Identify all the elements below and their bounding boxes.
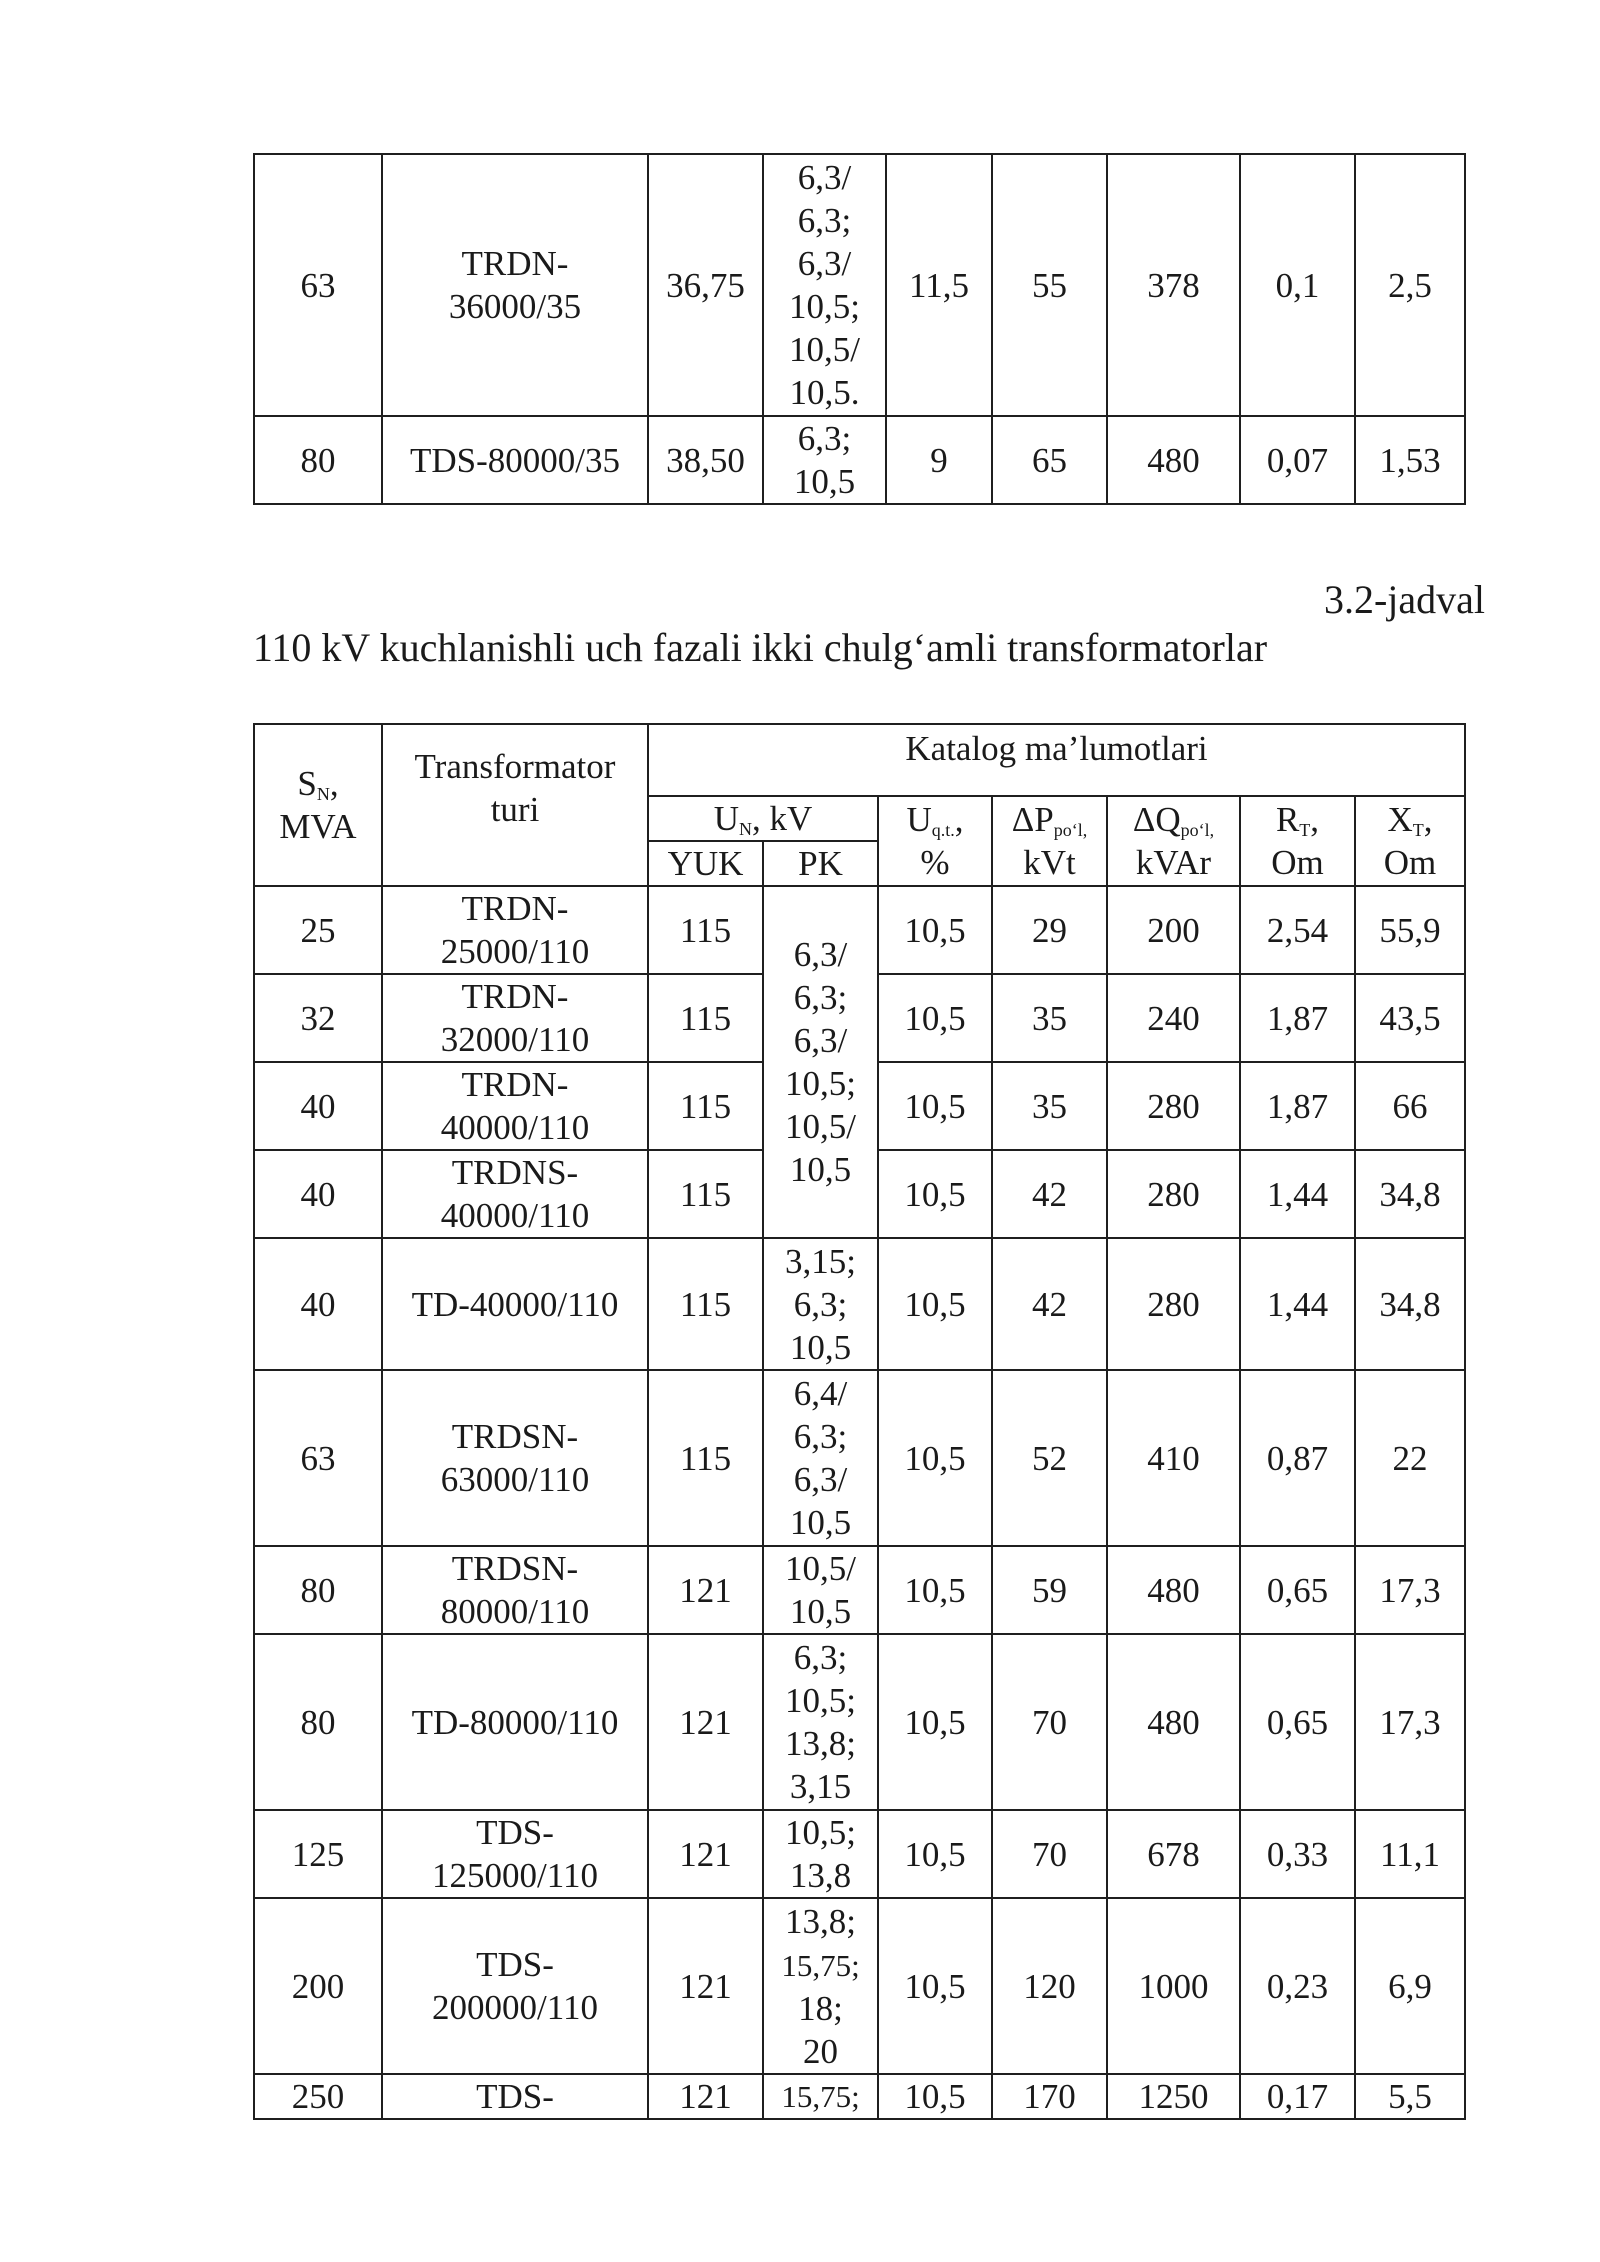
table-row (254, 2074, 1465, 2119)
cell-yuk: 121 (648, 1898, 763, 2074)
cell-type: TRDN- 40000/110 (382, 1062, 648, 1150)
cell-rt: 2,54 (1240, 886, 1355, 974)
cell-xt: 66 (1355, 1062, 1465, 1150)
cell-uk: 10,5 (878, 1898, 992, 2074)
cell-sn: 40 (254, 1062, 382, 1150)
table-row (254, 1370, 1465, 1546)
cell-dq: 280 (1107, 1062, 1240, 1150)
cell-sn: 40 (254, 1150, 382, 1238)
cell-dp: 29 (992, 886, 1107, 974)
cell-uk: 10,5 (878, 1062, 992, 1150)
cell-yuk: 115 (648, 1370, 763, 1546)
cell-un: 36,75 (648, 154, 763, 416)
cell-rt: 0,87 (1240, 1370, 1355, 1546)
header-uk: $U_{q.t.}$, % (878, 796, 992, 886)
cell-dq: 240 (1107, 974, 1240, 1062)
cell-dp: 35 (992, 1062, 1107, 1150)
header-type: Transformator turi (382, 724, 648, 886)
cell-dp: 65 (992, 416, 1107, 504)
cell-dq: 200 (1107, 886, 1240, 974)
cell-type: TDS- 200000/110 (382, 1898, 648, 2074)
table-row (254, 886, 1465, 974)
cell-type: TRDNS- 40000/110 (382, 1150, 648, 1238)
cell-xt: 34,8 (1355, 1238, 1465, 1370)
cell-uk: 10,5 (878, 1546, 992, 1634)
cell-yuk: 115 (648, 1062, 763, 1150)
cell-sn: 125 (254, 1810, 382, 1898)
cell-xt: 6,9 (1355, 1898, 1465, 2074)
cell-rt: 0,33 (1240, 1810, 1355, 1898)
cell-sn: 80 (254, 1546, 382, 1634)
cell-dp: 170 (992, 2074, 1107, 2119)
cell-sn: 25 (254, 886, 382, 974)
cell-yuk: 115 (648, 1238, 763, 1370)
cell-uk: 10,5 (878, 886, 992, 974)
cell-yuk: 115 (648, 1150, 763, 1238)
cell-uk: 10,5 (878, 1370, 992, 1546)
cell-rt: 0,65 (1240, 1546, 1355, 1634)
cell-yuk: 121 (648, 1634, 763, 1810)
cell-dp: 52 (992, 1370, 1107, 1546)
table-row (254, 1238, 1465, 1370)
cell-xt: 2,5 (1355, 154, 1465, 416)
cell-sn: 80 (254, 1634, 382, 1810)
cell-rt: 0,17 (1240, 2074, 1355, 2119)
cell-xt: 22 (1355, 1370, 1465, 1546)
cell-dp: 42 (992, 1238, 1107, 1370)
continued-table (253, 153, 1466, 505)
cell-pk: 6,4/ 6,3; 6,3/ 10,5 (763, 1370, 878, 1546)
cell-dq: 280 (1107, 1238, 1240, 1370)
cell-uk: 10,5 (878, 1810, 992, 1898)
cell-dp: 42 (992, 1150, 1107, 1238)
cell-uk: 10,5 (878, 974, 992, 1062)
table-row (254, 154, 1465, 416)
cell-dp: 59 (992, 1546, 1107, 1634)
table-row (254, 1810, 1465, 1898)
cell-pk: 3,15; 6,3; 10,5 (763, 1238, 878, 1370)
cell-uk: 11,5 (886, 154, 992, 416)
cell-rt: 0,23 (1240, 1898, 1355, 2074)
cell-dq: 480 (1107, 1546, 1240, 1634)
header-xt: $X_T$, Om (1355, 796, 1465, 886)
cell-uk: 9 (886, 416, 992, 504)
cell-yuk: 115 (648, 886, 763, 974)
cell-rt: 0,65 (1240, 1634, 1355, 1810)
cell-type: TDS- 125000/110 (382, 1810, 648, 1898)
header-sn: $S_N$, MVA (254, 724, 382, 886)
cell-type: TDS- (382, 2074, 648, 2119)
table-row (254, 1898, 1465, 2074)
cell-un-lv: 6,3; 10,5 (763, 416, 886, 504)
table-title: 110 kV kuchlanishli uch fazali ikki chulg‘amli transformatorlar (252, 625, 1268, 670)
cell-uk: 10,5 (878, 1634, 992, 1810)
cell-sn: 80 (254, 416, 382, 504)
cell-rt: 0,1 (1240, 154, 1355, 416)
cell-sn: 40 (254, 1238, 382, 1370)
cell-type: TD-80000/110 (382, 1634, 648, 1810)
table-number: 3.2-jadval (1323, 577, 1485, 622)
cell-dp: 55 (992, 154, 1107, 416)
cell-xt: 17,3 (1355, 1546, 1465, 1634)
cell-rt: 1,87 (1240, 1062, 1355, 1150)
cell-dp: 70 (992, 1634, 1107, 1810)
header-pk: PK (763, 841, 878, 886)
cell-type: TRDN- 36000/35 (382, 154, 648, 416)
cell-rt: 1,44 (1240, 1150, 1355, 1238)
cell-dq: 678 (1107, 1810, 1240, 1898)
cell-xt: 1,53 (1355, 416, 1465, 504)
cell-pk-merged: 6,3/ 6,3; 6,3/ 10,5; 10,5/ 10,5 (763, 886, 878, 1238)
cell-pk: 10,5/ 10,5 (763, 1546, 878, 1634)
cell-sn: 63 (254, 1370, 382, 1546)
cell-dp: 35 (992, 974, 1107, 1062)
header-yuk: YUK (648, 841, 763, 886)
cell-yuk: 115 (648, 974, 763, 1062)
cell-yuk: 121 (648, 2074, 763, 2119)
header-dp: $\Delta P_{po‘l,}$ kVt (992, 796, 1107, 886)
cell-dp: 120 (992, 1898, 1107, 2074)
cell-dp: 70 (992, 1810, 1107, 1898)
cell-sn: 200 (254, 1898, 382, 2074)
cell-un-lv: 6,3/ 6,3; 6,3/ 10,5; 10,5/ 10,5. (763, 154, 886, 416)
cell-type: TRDN- 32000/110 (382, 974, 648, 1062)
cell-rt: 0,07 (1240, 416, 1355, 504)
cell-rt: 1,44 (1240, 1238, 1355, 1370)
cell-dq: 480 (1107, 416, 1240, 504)
cell-xt: 55,9 (1355, 886, 1465, 974)
cell-rt: 1,87 (1240, 974, 1355, 1062)
cell-pk: 6,3; 10,5; 13,8; 3,15 (763, 1634, 878, 1810)
transformer-table (253, 723, 1466, 2120)
cell-sn: 250 (254, 2074, 382, 2119)
header-rt: $R_T$, Om (1240, 796, 1355, 886)
table-row (254, 416, 1465, 504)
cell-uk: 10,5 (878, 2074, 992, 2119)
cell-xt: 43,5 (1355, 974, 1465, 1062)
cell-un: 38,50 (648, 416, 763, 504)
cell-type: TDS-80000/35 (382, 416, 648, 504)
cell-type: TRDSN- 63000/110 (382, 1370, 648, 1546)
cell-xt: 34,8 (1355, 1150, 1465, 1238)
table-row (254, 1546, 1465, 1634)
cell-uk: 10,5 (878, 1150, 992, 1238)
cell-uk: 10,5 (878, 1238, 992, 1370)
cell-sn: 32 (254, 974, 382, 1062)
cell-dq: 480 (1107, 1634, 1240, 1810)
cell-type: TRDSN- 80000/110 (382, 1546, 648, 1634)
cell-type: TRDN- 25000/110 (382, 886, 648, 974)
cell-type: TD-40000/110 (382, 1238, 648, 1370)
header-dq: $\Delta Q_{po‘l,}$ kVAr (1107, 796, 1240, 886)
cell-xt: 5,5 (1355, 2074, 1465, 2119)
cell-pk: 13,8; 15,75; 18; 20 (763, 1898, 878, 2074)
header-un: $U_N$, kV (648, 796, 878, 841)
cell-dq: 1250 (1107, 2074, 1240, 2119)
cell-pk: 10,5; 13,8 (763, 1810, 878, 1898)
cell-yuk: 121 (648, 1810, 763, 1898)
cell-pk: 15,75; (763, 2074, 878, 2119)
cell-xt: 17,3 (1355, 1634, 1465, 1810)
cell-dq: 410 (1107, 1370, 1240, 1546)
cell-dq: 280 (1107, 1150, 1240, 1238)
header-row (254, 724, 1465, 796)
table-row (254, 1634, 1465, 1810)
cell-sn: 63 (254, 154, 382, 416)
cell-dq: 378 (1107, 154, 1240, 416)
header-catalog: Katalog ma’lumotlari (648, 724, 1465, 796)
cell-xt: 11,1 (1355, 1810, 1465, 1898)
cell-yuk: 121 (648, 1546, 763, 1634)
cell-dq: 1000 (1107, 1898, 1240, 2074)
